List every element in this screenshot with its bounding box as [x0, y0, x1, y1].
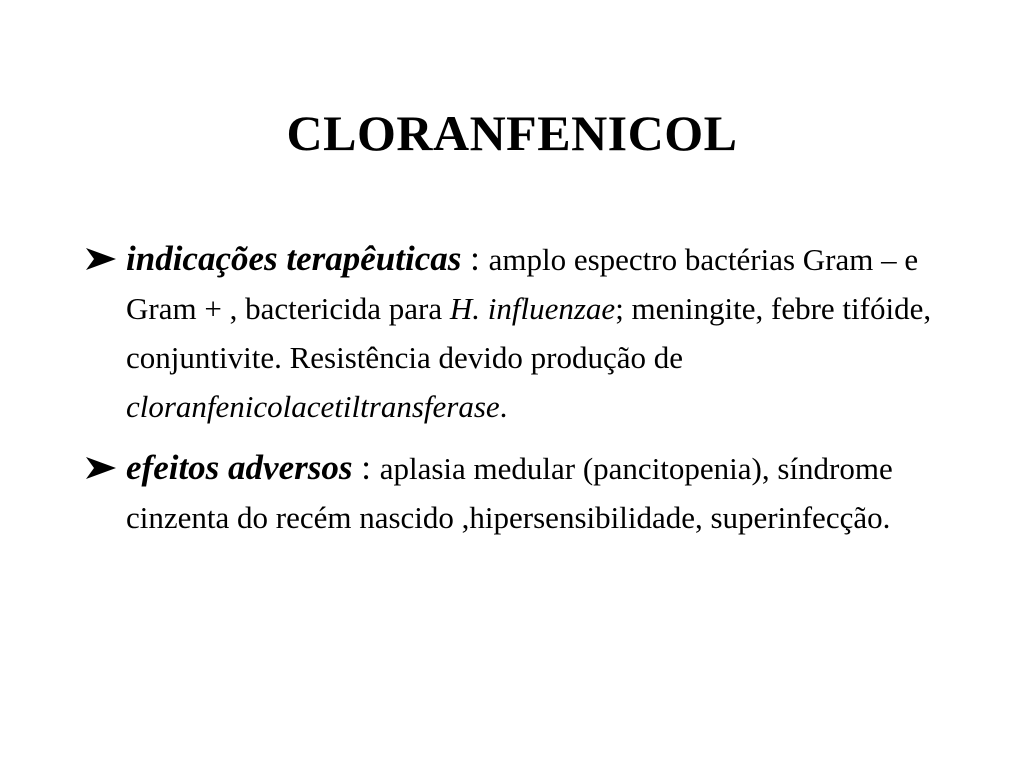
bullet-text: . [499, 389, 508, 424]
bullet-colon: : [461, 239, 489, 278]
bullet-term: efeitos adversos [126, 448, 353, 487]
bullet-italic-organism: H. influenzae [449, 291, 616, 326]
bullet-indicacoes [84, 234, 934, 431]
bullet-colon: : [352, 448, 380, 487]
arrow-bullet-icon [84, 455, 118, 481]
bullet-text: ; meningite, febre tifóide, conjuntivite. Resistência devido produção de [126, 291, 932, 375]
bullet-text: amplo espectro bactérias Gram – e Gram + , bactericida para [126, 242, 919, 326]
bullet-text: aplasia medular (pancitopenia), síndrome cinzenta do recém nascido ,hipersensibilidade, superinfecção. [126, 451, 893, 535]
bullet-list [84, 234, 934, 542]
bullet-italic-enzyme: cloranfenicolacetiltransferase [126, 389, 500, 424]
slide-title: CLORANFENICOL [286, 105, 738, 161]
bullet-term: indicações terapêuticas [126, 239, 462, 278]
arrow-bullet-icon [84, 246, 118, 272]
bullet-efeitos [84, 443, 934, 542]
